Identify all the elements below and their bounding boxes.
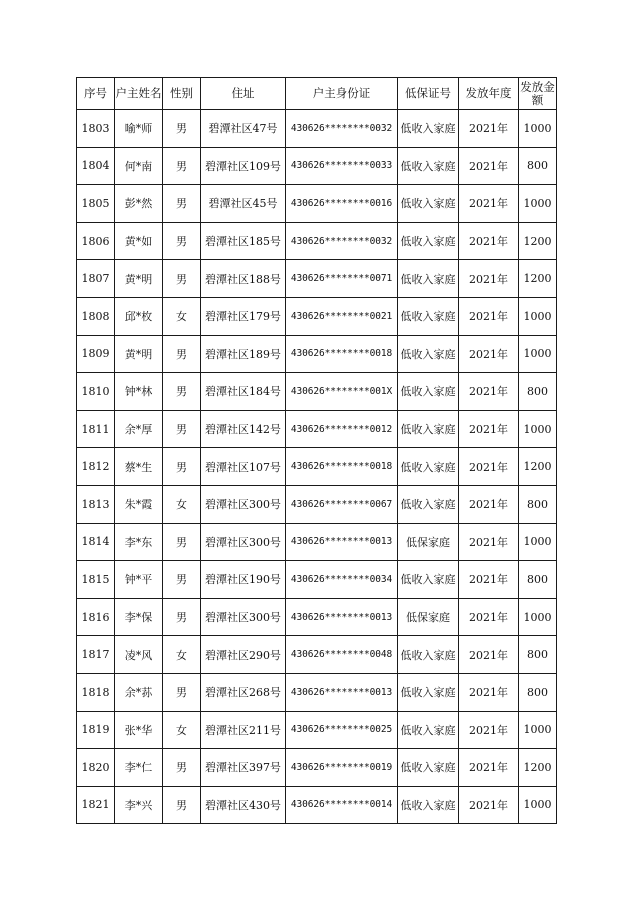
cell-address: 碧潭社区109号 xyxy=(201,147,286,185)
cell-amount: 1200 xyxy=(519,448,557,486)
cell-amount: 800 xyxy=(519,636,557,674)
cell-subsidy-cert: 低收入家庭 xyxy=(398,410,459,448)
cell-year: 2021年 xyxy=(459,636,519,674)
cell-id-card: 430626********0025 xyxy=(286,711,398,749)
header-serial-number: 序号 xyxy=(77,78,115,110)
cell-householder-name: 余*厚 xyxy=(115,410,163,448)
table-row xyxy=(77,786,557,824)
cell-serial-number: 1804 xyxy=(77,147,115,185)
cell-address: 碧潭社区184号 xyxy=(201,373,286,411)
cell-amount: 1000 xyxy=(519,185,557,223)
cell-subsidy-cert: 低收入家庭 xyxy=(398,373,459,411)
cell-serial-number: 1806 xyxy=(77,222,115,260)
cell-year: 2021年 xyxy=(459,485,519,523)
cell-serial-number: 1808 xyxy=(77,297,115,335)
table-row xyxy=(77,185,557,223)
cell-serial-number: 1821 xyxy=(77,786,115,824)
cell-year: 2021年 xyxy=(459,448,519,486)
cell-householder-name: 李*仁 xyxy=(115,749,163,787)
cell-gender: 男 xyxy=(163,598,201,636)
cell-address: 碧潭社区268号 xyxy=(201,673,286,711)
cell-amount: 1000 xyxy=(519,598,557,636)
cell-id-card: 430626********0032 xyxy=(286,110,398,148)
cell-id-card: 430626********0016 xyxy=(286,185,398,223)
cell-year: 2021年 xyxy=(459,786,519,824)
cell-gender: 男 xyxy=(163,185,201,223)
cell-subsidy-cert: 低收入家庭 xyxy=(398,110,459,148)
cell-gender: 男 xyxy=(163,448,201,486)
subsidy-table-container xyxy=(76,77,556,824)
cell-amount: 800 xyxy=(519,147,557,185)
cell-year: 2021年 xyxy=(459,110,519,148)
cell-address: 碧潭社区179号 xyxy=(201,297,286,335)
cell-year: 2021年 xyxy=(459,410,519,448)
cell-address: 碧潭社区211号 xyxy=(201,711,286,749)
table-row xyxy=(77,749,557,787)
cell-serial-number: 1812 xyxy=(77,448,115,486)
cell-householder-name: 凌*风 xyxy=(115,636,163,674)
table-row xyxy=(77,711,557,749)
cell-householder-name: 钟*平 xyxy=(115,561,163,599)
cell-amount: 1000 xyxy=(519,335,557,373)
cell-year: 2021年 xyxy=(459,749,519,787)
cell-serial-number: 1813 xyxy=(77,485,115,523)
cell-year: 2021年 xyxy=(459,561,519,599)
cell-address: 碧潭社区300号 xyxy=(201,598,286,636)
cell-amount: 1000 xyxy=(519,410,557,448)
cell-year: 2021年 xyxy=(459,260,519,298)
cell-subsidy-cert: 低收入家庭 xyxy=(398,297,459,335)
cell-id-card: 430626********0012 xyxy=(286,410,398,448)
cell-householder-name: 钟*林 xyxy=(115,373,163,411)
header-amount: 发放金额 xyxy=(519,78,557,110)
cell-id-card: 430626********0048 xyxy=(286,636,398,674)
table-row xyxy=(77,485,557,523)
cell-gender: 男 xyxy=(163,110,201,148)
cell-id-card: 430626********0034 xyxy=(286,561,398,599)
cell-amount: 1200 xyxy=(519,749,557,787)
cell-subsidy-cert: 低收入家庭 xyxy=(398,260,459,298)
cell-householder-name: 何*南 xyxy=(115,147,163,185)
table-header-row xyxy=(77,78,557,110)
cell-address: 碧潭社区47号 xyxy=(201,110,286,148)
header-address: 住址 xyxy=(201,78,286,110)
cell-id-card: 430626********0014 xyxy=(286,786,398,824)
cell-id-card: 430626********0013 xyxy=(286,523,398,561)
cell-serial-number: 1809 xyxy=(77,335,115,373)
cell-subsidy-cert: 低收入家庭 xyxy=(398,711,459,749)
table-row xyxy=(77,110,557,148)
table-row xyxy=(77,373,557,411)
cell-subsidy-cert: 低收入家庭 xyxy=(398,786,459,824)
cell-amount: 800 xyxy=(519,485,557,523)
table-row xyxy=(77,260,557,298)
cell-gender: 男 xyxy=(163,410,201,448)
cell-subsidy-cert: 低收入家庭 xyxy=(398,222,459,260)
header-subsidy-cert: 低保证号 xyxy=(398,78,459,110)
cell-serial-number: 1811 xyxy=(77,410,115,448)
cell-address: 碧潭社区397号 xyxy=(201,749,286,787)
cell-gender: 男 xyxy=(163,147,201,185)
cell-serial-number: 1815 xyxy=(77,561,115,599)
cell-subsidy-cert: 低收入家庭 xyxy=(398,749,459,787)
cell-householder-name: 彭*然 xyxy=(115,185,163,223)
table-row xyxy=(77,673,557,711)
cell-serial-number: 1819 xyxy=(77,711,115,749)
cell-subsidy-cert: 低收入家庭 xyxy=(398,485,459,523)
cell-subsidy-cert: 低收入家庭 xyxy=(398,673,459,711)
header-id-card: 户主身份证 xyxy=(286,78,398,110)
cell-subsidy-cert: 低保家庭 xyxy=(398,598,459,636)
cell-serial-number: 1807 xyxy=(77,260,115,298)
cell-serial-number: 1816 xyxy=(77,598,115,636)
cell-amount: 1000 xyxy=(519,786,557,824)
cell-amount: 1000 xyxy=(519,711,557,749)
cell-householder-name: 李*东 xyxy=(115,523,163,561)
table-row xyxy=(77,222,557,260)
cell-address: 碧潭社区185号 xyxy=(201,222,286,260)
cell-householder-name: 黄*明 xyxy=(115,260,163,298)
cell-gender: 男 xyxy=(163,523,201,561)
cell-householder-name: 余*荪 xyxy=(115,673,163,711)
table-row xyxy=(77,561,557,599)
cell-serial-number: 1820 xyxy=(77,749,115,787)
cell-year: 2021年 xyxy=(459,598,519,636)
subsidy-table xyxy=(76,77,557,824)
cell-year: 2021年 xyxy=(459,147,519,185)
cell-address: 碧潭社区188号 xyxy=(201,260,286,298)
table-row xyxy=(77,523,557,561)
cell-address: 碧潭社区142号 xyxy=(201,410,286,448)
cell-gender: 男 xyxy=(163,786,201,824)
cell-subsidy-cert: 低收入家庭 xyxy=(398,147,459,185)
cell-serial-number: 1817 xyxy=(77,636,115,674)
cell-year: 2021年 xyxy=(459,673,519,711)
cell-gender: 男 xyxy=(163,673,201,711)
cell-address: 碧潭社区300号 xyxy=(201,523,286,561)
cell-gender: 女 xyxy=(163,297,201,335)
cell-subsidy-cert: 低收入家庭 xyxy=(398,636,459,674)
cell-subsidy-cert: 低收入家庭 xyxy=(398,561,459,599)
cell-address: 碧潭社区300号 xyxy=(201,485,286,523)
cell-address: 碧潭社区189号 xyxy=(201,335,286,373)
cell-amount: 1000 xyxy=(519,110,557,148)
cell-id-card: 430626********0018 xyxy=(286,448,398,486)
cell-gender: 女 xyxy=(163,636,201,674)
cell-id-card: 430626********0013 xyxy=(286,673,398,711)
cell-gender: 男 xyxy=(163,561,201,599)
cell-year: 2021年 xyxy=(459,297,519,335)
cell-serial-number: 1803 xyxy=(77,110,115,148)
cell-year: 2021年 xyxy=(459,523,519,561)
cell-id-card: 430626********001X xyxy=(286,373,398,411)
cell-year: 2021年 xyxy=(459,185,519,223)
cell-id-card: 430626********0032 xyxy=(286,222,398,260)
table-body xyxy=(77,110,557,824)
cell-amount: 800 xyxy=(519,561,557,599)
cell-subsidy-cert: 低收入家庭 xyxy=(398,335,459,373)
cell-year: 2021年 xyxy=(459,222,519,260)
table-row xyxy=(77,448,557,486)
cell-amount: 800 xyxy=(519,673,557,711)
cell-id-card: 430626********0019 xyxy=(286,749,398,787)
cell-gender: 男 xyxy=(163,335,201,373)
cell-householder-name: 李*保 xyxy=(115,598,163,636)
cell-address: 碧潭社区290号 xyxy=(201,636,286,674)
cell-gender: 男 xyxy=(163,222,201,260)
cell-householder-name: 黄*明 xyxy=(115,335,163,373)
cell-address: 碧潭社区430号 xyxy=(201,786,286,824)
table-row xyxy=(77,335,557,373)
header-year: 发放年度 xyxy=(459,78,519,110)
cell-serial-number: 1805 xyxy=(77,185,115,223)
cell-subsidy-cert: 低收入家庭 xyxy=(398,448,459,486)
cell-address: 碧潭社区45号 xyxy=(201,185,286,223)
cell-subsidy-cert: 低保家庭 xyxy=(398,523,459,561)
cell-serial-number: 1814 xyxy=(77,523,115,561)
cell-serial-number: 1818 xyxy=(77,673,115,711)
cell-id-card: 430626********0013 xyxy=(286,598,398,636)
cell-householder-name: 喻*师 xyxy=(115,110,163,148)
cell-amount: 1000 xyxy=(519,297,557,335)
cell-year: 2021年 xyxy=(459,335,519,373)
cell-householder-name: 邱*枚 xyxy=(115,297,163,335)
cell-amount: 1200 xyxy=(519,260,557,298)
cell-gender: 男 xyxy=(163,260,201,298)
cell-id-card: 430626********0067 xyxy=(286,485,398,523)
cell-id-card: 430626********0021 xyxy=(286,297,398,335)
cell-amount: 1200 xyxy=(519,222,557,260)
header-gender: 性别 xyxy=(163,78,201,110)
cell-serial-number: 1810 xyxy=(77,373,115,411)
cell-id-card: 430626********0018 xyxy=(286,335,398,373)
table-row xyxy=(77,636,557,674)
cell-householder-name: 张*华 xyxy=(115,711,163,749)
table-row xyxy=(77,598,557,636)
cell-id-card: 430626********0071 xyxy=(286,260,398,298)
cell-amount: 1000 xyxy=(519,523,557,561)
cell-id-card: 430626********0033 xyxy=(286,147,398,185)
cell-gender: 女 xyxy=(163,711,201,749)
cell-gender: 男 xyxy=(163,749,201,787)
cell-subsidy-cert: 低收入家庭 xyxy=(398,185,459,223)
cell-year: 2021年 xyxy=(459,711,519,749)
cell-gender: 女 xyxy=(163,485,201,523)
cell-address: 碧潭社区190号 xyxy=(201,561,286,599)
cell-address: 碧潭社区107号 xyxy=(201,448,286,486)
cell-year: 2021年 xyxy=(459,373,519,411)
table-row xyxy=(77,410,557,448)
cell-gender: 男 xyxy=(163,373,201,411)
cell-householder-name: 蔡*生 xyxy=(115,448,163,486)
cell-amount: 800 xyxy=(519,373,557,411)
cell-householder-name: 黄*如 xyxy=(115,222,163,260)
table-row xyxy=(77,147,557,185)
table-row xyxy=(77,297,557,335)
cell-householder-name: 朱*霞 xyxy=(115,485,163,523)
cell-householder-name: 李*兴 xyxy=(115,786,163,824)
header-householder-name: 户主姓名 xyxy=(115,78,163,110)
